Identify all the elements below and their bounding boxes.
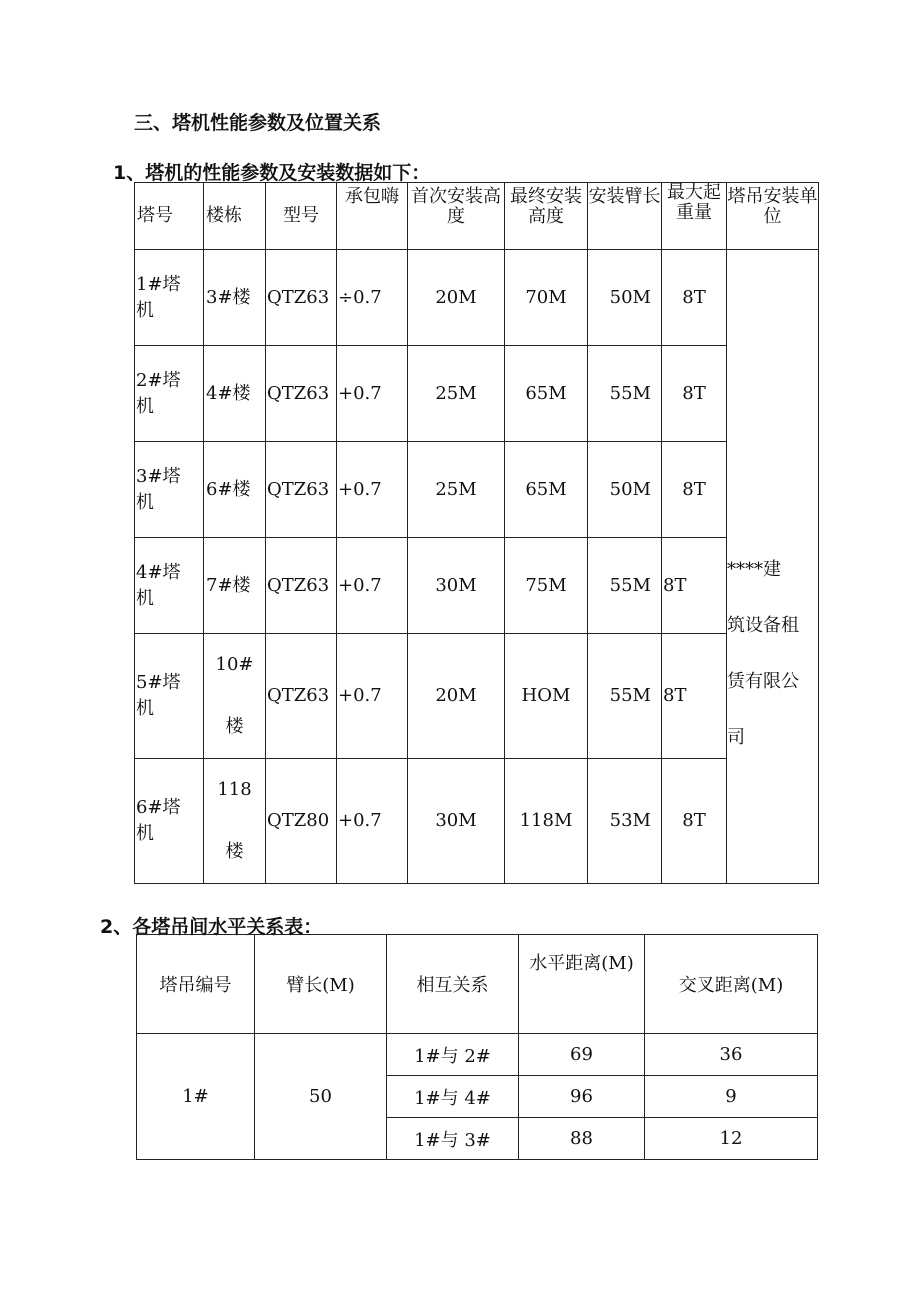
tower-distance-table: [136, 934, 818, 1160]
tower-name-cell: 3#塔 机: [135, 442, 204, 538]
final-height-cell: 70M: [505, 250, 588, 346]
contract-cell: ÷0.7: [337, 250, 408, 346]
horizontal-distance-cell: 88: [519, 1118, 645, 1160]
building-cell: 6#楼: [204, 442, 266, 538]
first-height-cell: 25M: [408, 346, 505, 442]
header-tower-no: 塔号: [135, 183, 204, 250]
header-cross-distance: 交叉距离(M): [645, 935, 818, 1034]
final-height-cell: 65M: [505, 346, 588, 442]
table-row: [135, 250, 819, 346]
load-cell: 8T: [662, 759, 727, 884]
first-height-cell: 30M: [408, 759, 505, 884]
arm-cell: 55M: [588, 346, 662, 442]
header-arm-length: 安装臂长: [588, 183, 662, 250]
header-arm-length: 臂长(M): [255, 935, 387, 1034]
arm-cell: 53M: [588, 759, 662, 884]
load-cell: 8T: [662, 346, 727, 442]
table-row: [135, 538, 819, 634]
tower-crane-spec-table: [134, 182, 819, 884]
arm-cell: 55M: [588, 538, 662, 634]
horizontal-distance-cell: 69: [519, 1034, 645, 1076]
tower-name-cell: 4#塔 机: [135, 538, 204, 634]
model-cell: QTZ63: [266, 442, 337, 538]
header-first-height: 首次安装高度: [408, 183, 505, 250]
cross-distance-cell: 36: [645, 1034, 818, 1076]
arm-cell: 50M: [588, 250, 662, 346]
header-max-load: 最大起重量: [662, 183, 727, 250]
model-cell: QTZ63: [266, 250, 337, 346]
table-row: [135, 634, 819, 759]
table-header-row: [135, 183, 819, 250]
header-horizontal-distance: 水平距离(M): [519, 935, 645, 1034]
relation-cell: 1#与 3#: [387, 1118, 519, 1160]
header-install-company: 塔吊安装单位: [727, 183, 819, 250]
horizontal-distance-cell: 96: [519, 1076, 645, 1118]
tower-name-cell: 1#塔 机: [135, 250, 204, 346]
header-tower-id: 塔吊编号: [137, 935, 255, 1034]
first-height-cell: 20M: [408, 250, 505, 346]
final-height-cell: 75M: [505, 538, 588, 634]
arm-cell: 55M: [588, 634, 662, 759]
header-final-height: 最终安装高度: [505, 183, 588, 250]
contract-cell: +0.7: [337, 346, 408, 442]
table-row: [135, 759, 819, 884]
header-contract: 承包嗨: [337, 183, 408, 250]
building-cell: 4#楼: [204, 346, 266, 442]
subsection-title-2: 2、各塔吊间水平关系表：: [100, 916, 323, 938]
table-header-row: [137, 935, 818, 1034]
section-title: 三、塔机性能参数及位置关系: [134, 112, 382, 134]
tower-name-cell: 5#塔 机: [135, 634, 204, 759]
arm-cell: 50M: [588, 442, 662, 538]
load-cell: 8T: [662, 538, 727, 634]
model-cell: QTZ63: [266, 634, 337, 759]
contract-cell: +0.7: [337, 634, 408, 759]
header-model: 型号: [266, 183, 337, 250]
building-cell: 10# 楼: [204, 634, 266, 759]
install-company-cell: ****建 筑设备租 赁有限公 司: [727, 250, 819, 884]
header-building: 楼栋: [204, 183, 266, 250]
table-row: [135, 346, 819, 442]
load-cell: 8T: [662, 250, 727, 346]
cross-distance-cell: 12: [645, 1118, 818, 1160]
first-height-cell: 30M: [408, 538, 505, 634]
building-cell: 3#楼: [204, 250, 266, 346]
table-row: [137, 1034, 818, 1076]
cross-distance-cell: 9: [645, 1076, 818, 1118]
tower-id-cell: 1#: [137, 1034, 255, 1160]
final-height-cell: HOM: [505, 634, 588, 759]
contract-cell: +0.7: [337, 538, 408, 634]
table-row: [135, 442, 819, 538]
first-height-cell: 25M: [408, 442, 505, 538]
contract-cell: +0.7: [337, 759, 408, 884]
final-height-cell: 65M: [505, 442, 588, 538]
relation-cell: 1#与 2#: [387, 1034, 519, 1076]
tower-name-cell: 2#塔 机: [135, 346, 204, 442]
load-cell: 8T: [662, 634, 727, 759]
model-cell: QTZ80: [266, 759, 337, 884]
final-height-cell: 118M: [505, 759, 588, 884]
tower-name-cell: 6#塔 机: [135, 759, 204, 884]
model-cell: QTZ63: [266, 346, 337, 442]
header-relation: 相互关系: [387, 935, 519, 1034]
building-cell: 7#楼: [204, 538, 266, 634]
load-cell: 8T: [662, 442, 727, 538]
first-height-cell: 20M: [408, 634, 505, 759]
model-cell: QTZ63: [266, 538, 337, 634]
relation-cell: 1#与 4#: [387, 1076, 519, 1118]
subsection-title-1: 1、塔机的性能参数及安装数据如下：: [113, 162, 431, 184]
building-cell: 118 楼: [204, 759, 266, 884]
contract-cell: +0.7: [337, 442, 408, 538]
arm-length-cell: 50: [255, 1034, 387, 1160]
